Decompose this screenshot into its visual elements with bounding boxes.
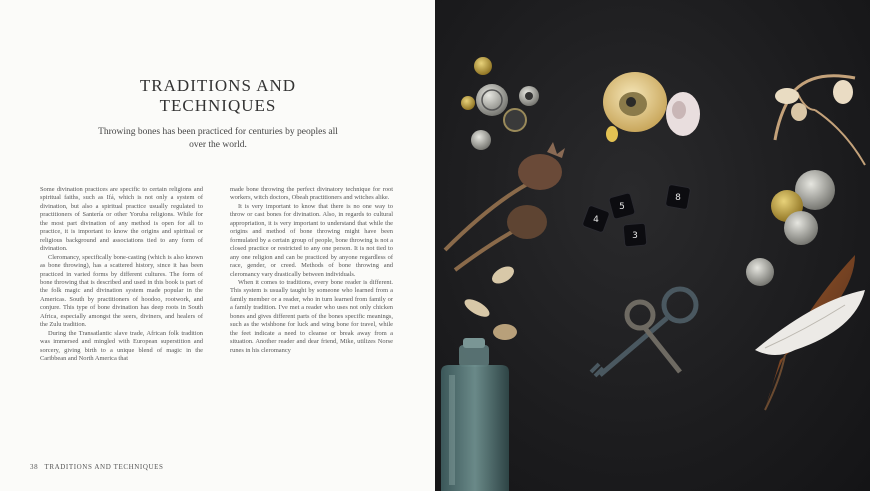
paragraph: During the Transatlantic slave trade, African folk tradition was immersed and mingled with European superstition and sorcery, giving birth to a unique blend of magic in the Caribbean and North America that — [40, 329, 203, 363]
poppy-pods — [445, 142, 565, 270]
running-head: TRADITIONS AND TECHNIQUES — [44, 463, 164, 471]
glass-bottle — [441, 338, 509, 491]
keys-group — [591, 289, 696, 376]
small-button — [461, 96, 475, 110]
die-face: 4 — [593, 215, 599, 225]
scattered-bones — [462, 263, 517, 340]
page-footer — [30, 463, 164, 471]
body-column-1 — [40, 186, 203, 364]
paragraph: It is very important to know that there is no one way to throw or cast bones for divination. Also, in regards to cultural appropriation, it is very important to understand that while the origins and method of bone throwing might have been formulated by a certain group of people, bone throwing is not a closed practice or restricted to any one person. It is not tied to any one religion and can be practiced by anyone regardless of race, gender, or creed. Methods of bone throwing and cleromancy vary drastically between individuals. — [230, 202, 393, 278]
shells-group — [603, 72, 700, 142]
poppy-pod — [507, 205, 547, 239]
page-subtitle: Throwing bones has been practiced for centuries by peoples all over the world. — [98, 127, 338, 150]
die-face: 8 — [675, 193, 681, 203]
dark-button — [504, 109, 526, 131]
page-number: 38 — [30, 463, 39, 471]
paragraph: When it comes to traditions, every bone reader is different. This system is usually taught by someone who learned from a family member or a reader, who in turn learned from family or a family tradition. I've met a reader who uses not only chicken bones and gives different parts of the bones specific meanings, such as the wishbone for luck and wing bone for travel, while the feet indicate a need to cleanse or break away from a situation. Another reader and dear friend, Mike, utilizes Norse runes in his cleromancy — [230, 278, 393, 354]
buttons-group — [461, 57, 539, 150]
title-line-2: TECHNIQUES — [159, 96, 277, 115]
paragraph: Cleromancy, specifically bone-casting (which is also known as bone throwing), has a scattered history, since it has been practiced in varied forms by different cultures. The form of bone throwing that is described and used in this book is part of the folk magic and divination system made popular in the Americas. South by practitioners of hoodoo, rootwork, and conjure. This type of bone divination has deep roots in South Africa, especially amongst the seers, diviners, and healers of the Zulu tradition. — [40, 253, 203, 329]
small-coin — [746, 258, 774, 286]
bone-pieces — [775, 80, 853, 121]
title-line-1: TRADITIONS AND — [139, 76, 297, 95]
key-shaft — [645, 328, 680, 372]
paragraph: made bone throwing the perfect divinatory technique for root workers, witch doctors, Obeah practitioners and witches alike. — [230, 186, 393, 202]
key-bow — [627, 302, 653, 328]
poppy-pod — [518, 154, 562, 190]
yellow-stone — [606, 126, 618, 142]
still-life-photo — [435, 0, 870, 491]
photo-page — [435, 0, 870, 491]
silver-button — [476, 84, 508, 116]
body-column-2 — [230, 186, 393, 355]
pewter-button — [471, 130, 491, 150]
page-title — [40, 76, 396, 116]
die-face: 5 — [619, 202, 625, 212]
silver-coin — [784, 211, 818, 245]
key-bow — [664, 289, 696, 321]
brass-button — [474, 57, 492, 75]
paragraph: Some divination practices are specific to certain religions and spiritual faiths, such as Ifá, which is not only a system of divination, but also a spiritual practice usually regulated to practitioners of Santería or other Yoruba religions. While for the most part divination of any method is open for all to practice, it is important to know the origins and spiritual or religious background and associations tied to any form of divination. — [40, 186, 203, 253]
die-face: 3 — [632, 231, 638, 241]
coins-group — [746, 170, 835, 286]
